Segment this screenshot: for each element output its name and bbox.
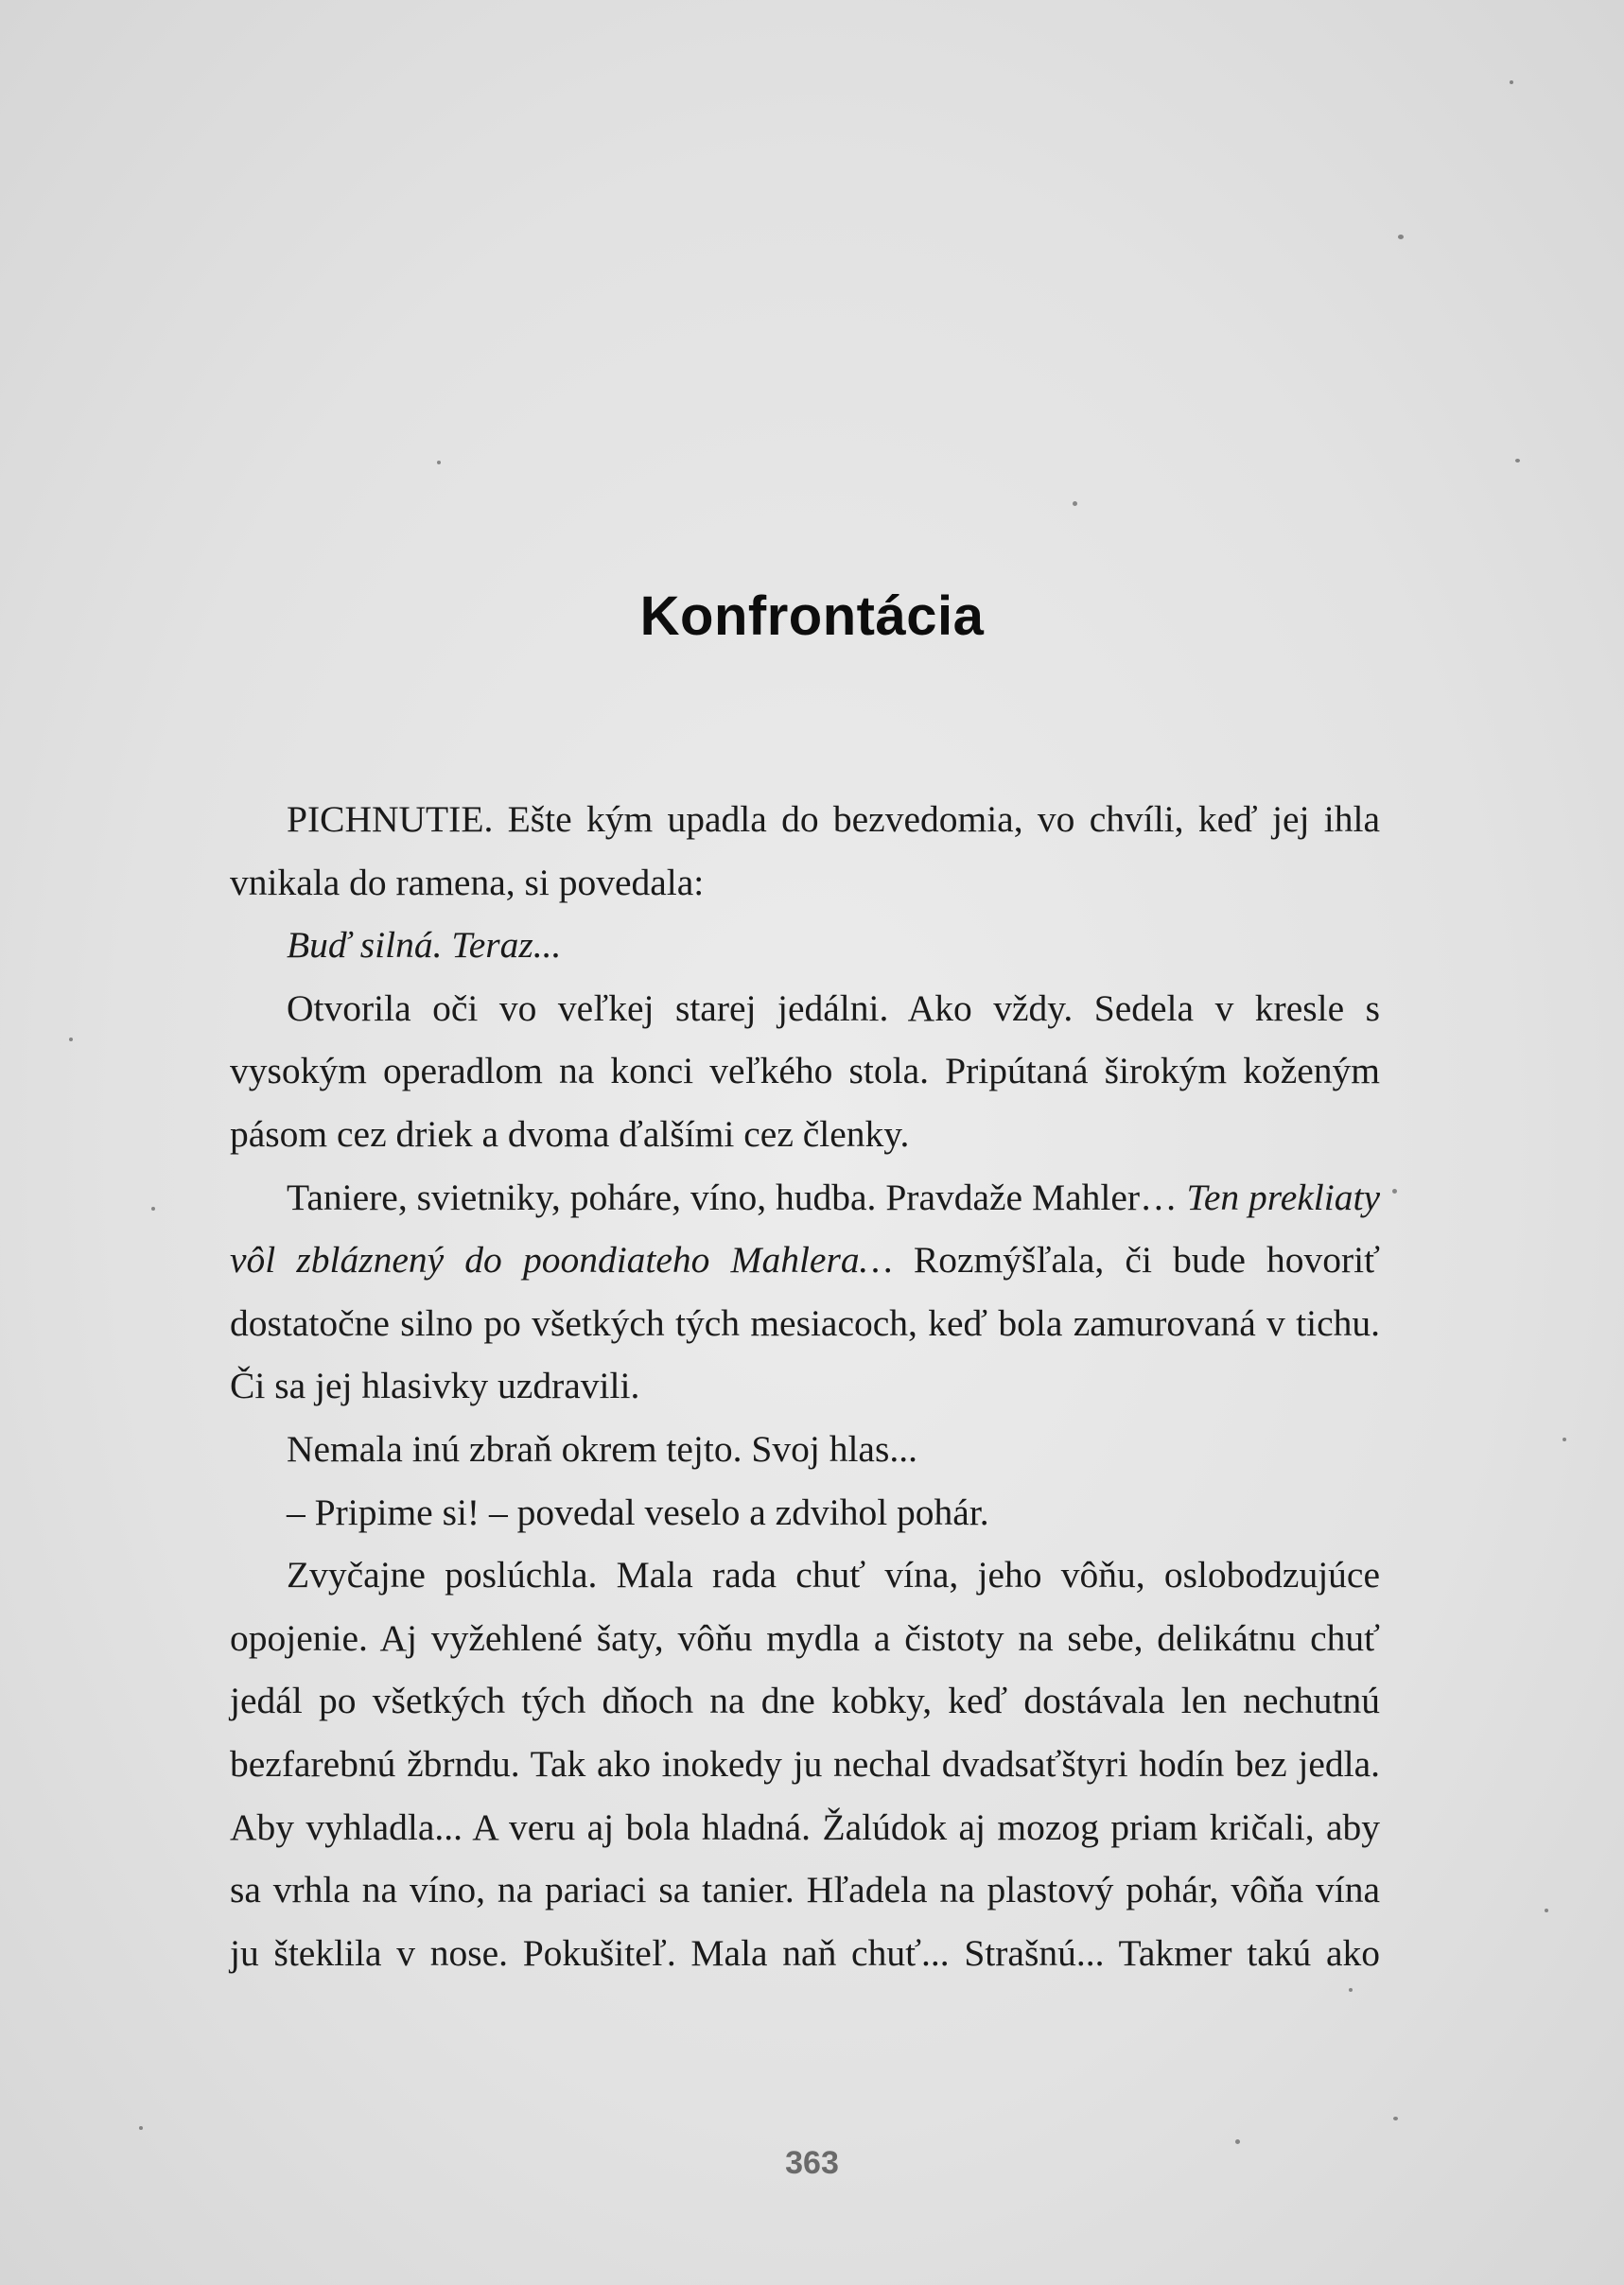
paper-speck (1515, 459, 1520, 462)
paper-speck (139, 2126, 143, 2130)
paper-speck (1392, 1189, 1397, 1194)
paper-speck (1545, 1909, 1548, 1912)
body-text (230, 788, 1380, 1984)
paragraph-4 (230, 1166, 1380, 1418)
paragraph-3: Otvorila oči vo veľkej starej jedálni. Ako vždy. Sedela v kresle s vysokým operadlom na konci veľkého stola. Pripútaná širokým koženým pásom cez driek a dvoma ďalšími cez členky. (230, 986, 1380, 1155)
paper-speck (1510, 80, 1513, 84)
paper-speck (1393, 2117, 1398, 2120)
paper-speck (1349, 1988, 1353, 1992)
chapter-title: Konfrontácia (639, 585, 985, 647)
paragraph-4-end: Rozmýšľala, či bude hovoriť dostatočne silno po všetkých tých mesiacoch, keď bola zamurovaná v tichu. Či sa jej hlasivky uzdravili. (230, 1239, 1380, 1407)
paper-speck (151, 1207, 155, 1211)
paragraph-1: PICHNUTIE. Ešte kým upadla do bezvedomia, vo chvíli, keď jej ihla vnikala do ramena, si povedala: (230, 798, 1380, 903)
paragraph-2-italic: Buď silná. Teraz... (287, 924, 562, 967)
paper-speck (1398, 235, 1404, 239)
paper-speck (1073, 501, 1077, 506)
paper-speck (1563, 1438, 1566, 1441)
page-number: 363 (785, 2145, 839, 2181)
paper-speck (69, 1038, 73, 1041)
paragraph-7: Zvyčajne poslúchla. Mala rada chuť vína, jeho vôňu, oslobodzujúce opojenie. Aj vyžehlené šaty, vôňu mydla a čistoty na sebe, delikátnu chuť jedál po všetkých tých dňoch na dne kobky, keď dostávala len nechutnú bezfarebnú žbrndu. Tak ako inokedy ju nechal dvadsaťštyri hodín bez jedla. Aby vyhladla... A veru aj bola hladná. Žalúdok aj mozog priam kričali, aby sa vrhla na víno, na pariaci sa tanier. Hľadela na plastový pohár, vôňa vína ju šteklila v nose. Pokušiteľ. Mala naň chuť... Strašnú... Takmer takú ako (230, 1554, 1380, 1974)
paragraph-4-italic: Ten prekliaty vôl zbláznený do poondiateho Mahlera… (230, 1176, 1380, 1282)
paragraph-5: Nemala inú zbraň okrem tejto. Svoj hlas... (287, 1427, 917, 1470)
paragraph-6: – Pripime si! – povedal veselo a zdvihol pohár. (287, 1491, 989, 1533)
paper-speck (1235, 2139, 1240, 2144)
paper-speck (437, 461, 441, 464)
paragraph-4-start: Taniere, svietniky, poháre, víno, hudba. Pravdaže Mahler… (287, 1176, 1187, 1218)
